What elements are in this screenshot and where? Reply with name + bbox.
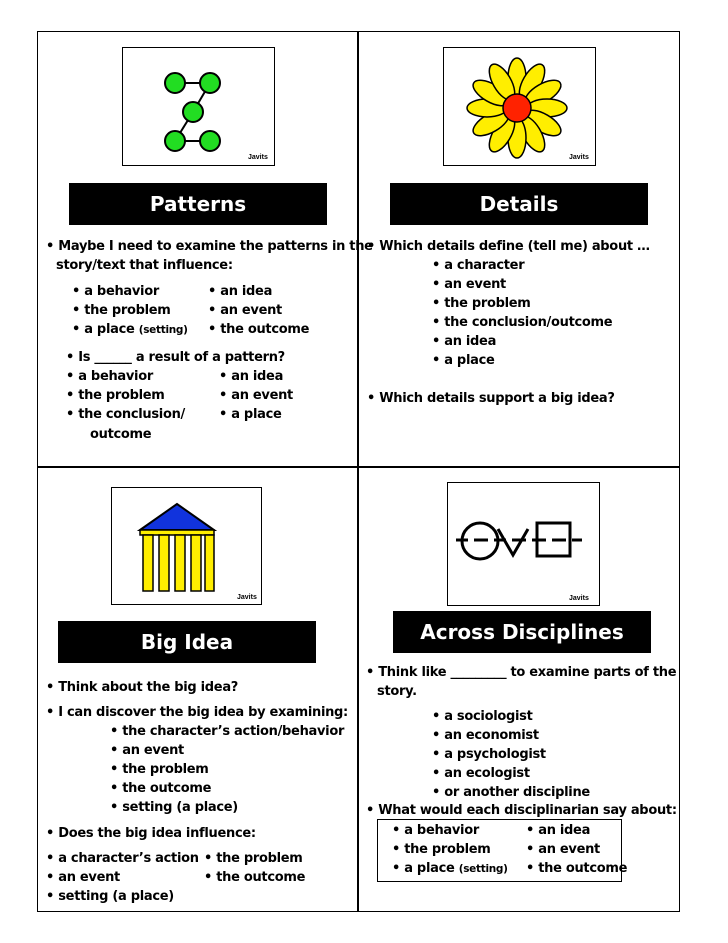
big-idea-line3: • Does the big idea influence: <box>46 826 256 841</box>
across-col1-item-text: • a place <box>392 861 455 876</box>
patterns-col2-item: • the outcome <box>208 322 310 337</box>
icon-credit: Javits <box>237 594 257 601</box>
details-item: • the conclusion/outcome <box>432 315 613 330</box>
patterns-col2-item: • an idea <box>208 284 273 299</box>
details-question2: • Which details support a big idea? <box>367 391 615 406</box>
patterns-q-col2-item: • an idea <box>219 369 284 384</box>
big-idea-inf-col1-item: • setting (a place) <box>46 889 174 904</box>
details-item: • a character <box>432 258 525 273</box>
disciplines-icon <box>448 483 601 607</box>
patterns-intro-line1: • Maybe I need to examine the patterns in the <box>46 239 373 254</box>
vertical-divider <box>357 31 359 912</box>
details-question1: • Which details define (tell me) about … <box>367 239 650 254</box>
setting-note: (setting) <box>458 863 508 875</box>
across-item: • an economist <box>432 728 539 743</box>
big-idea-item: • the outcome <box>110 781 212 796</box>
details-title: Details <box>390 183 648 225</box>
across-title: Across Disciplines <box>393 611 651 653</box>
big-idea-inf-col1-item: • a character’s action <box>46 851 199 866</box>
patterns-icon <box>123 48 276 167</box>
setting-note: (setting) <box>138 324 188 336</box>
big-idea-item: • setting (a place) <box>110 800 238 815</box>
patterns-q-col2-item: • an event <box>219 388 293 403</box>
patterns-q-col1-item: • the problem <box>66 388 165 403</box>
patterns-col1-item <box>72 322 188 338</box>
across-col1-item: • a behavior <box>392 823 479 838</box>
big-idea-line2: • I can discover the big idea by examining: <box>46 705 348 720</box>
details-icon-box <box>443 47 596 166</box>
details-item: • an event <box>432 277 506 292</box>
across-line1a: • Think like _________ to examine parts of the <box>366 665 677 680</box>
patterns-col1-item: • a behavior <box>72 284 159 299</box>
across-icon-box <box>447 482 600 606</box>
patterns-title: Patterns <box>69 183 327 225</box>
big-idea-inf-col2-item: • the problem <box>204 851 303 866</box>
big-idea-item: • the problem <box>110 762 209 777</box>
across-line2: • What would each disciplinarian say about: <box>366 803 677 818</box>
patterns-icon-box <box>122 47 275 166</box>
horizontal-divider <box>37 466 680 468</box>
patterns-intro-line2: story/text that influence: <box>56 258 233 273</box>
details-item: • the problem <box>432 296 531 311</box>
flower-icon <box>444 48 597 167</box>
big-idea-icon-box <box>111 487 262 605</box>
across-col1-item: • the problem <box>392 842 491 857</box>
across-col2-item: • the outcome <box>526 861 628 876</box>
patterns-q-col1-cont: outcome <box>90 427 152 442</box>
icon-credit: Javits <box>569 154 589 161</box>
patterns-question: • Is ______ a result of a pattern? <box>66 350 285 365</box>
patterns-q-col1-item: • the conclusion/ <box>66 407 185 422</box>
patterns-q-col2-item: • a place <box>219 407 282 422</box>
big-idea-inf-col1-item: • an event <box>46 870 120 885</box>
across-item: • a sociologist <box>432 709 533 724</box>
big-idea-item: • the character’s action/behavior <box>110 724 345 739</box>
patterns-q-col1-item: • a behavior <box>66 369 153 384</box>
building-icon <box>112 488 263 606</box>
across-col1-item <box>392 861 508 877</box>
big-idea-inf-col2-item: • the outcome <box>204 870 306 885</box>
across-col2-item: • an event <box>526 842 600 857</box>
across-item: • an ecologist <box>432 766 530 781</box>
details-item: • an idea <box>432 334 497 349</box>
patterns-col2-item: • an event <box>208 303 282 318</box>
patterns-col1-item: • the problem <box>72 303 171 318</box>
details-item: • a place <box>432 353 495 368</box>
across-item: • or another discipline <box>432 785 590 800</box>
icon-credit: Javits <box>248 154 268 161</box>
big-idea-title: Big Idea <box>58 621 316 663</box>
big-idea-line1: • Think about the big idea? <box>46 680 239 695</box>
patterns-col1-item-text: • a place <box>72 322 135 337</box>
big-idea-item: • an event <box>110 743 184 758</box>
across-line1b: story. <box>377 684 417 699</box>
across-col2-item: • an idea <box>526 823 591 838</box>
across-item: • a psychologist <box>432 747 546 762</box>
icon-credit: Javits <box>569 595 589 602</box>
